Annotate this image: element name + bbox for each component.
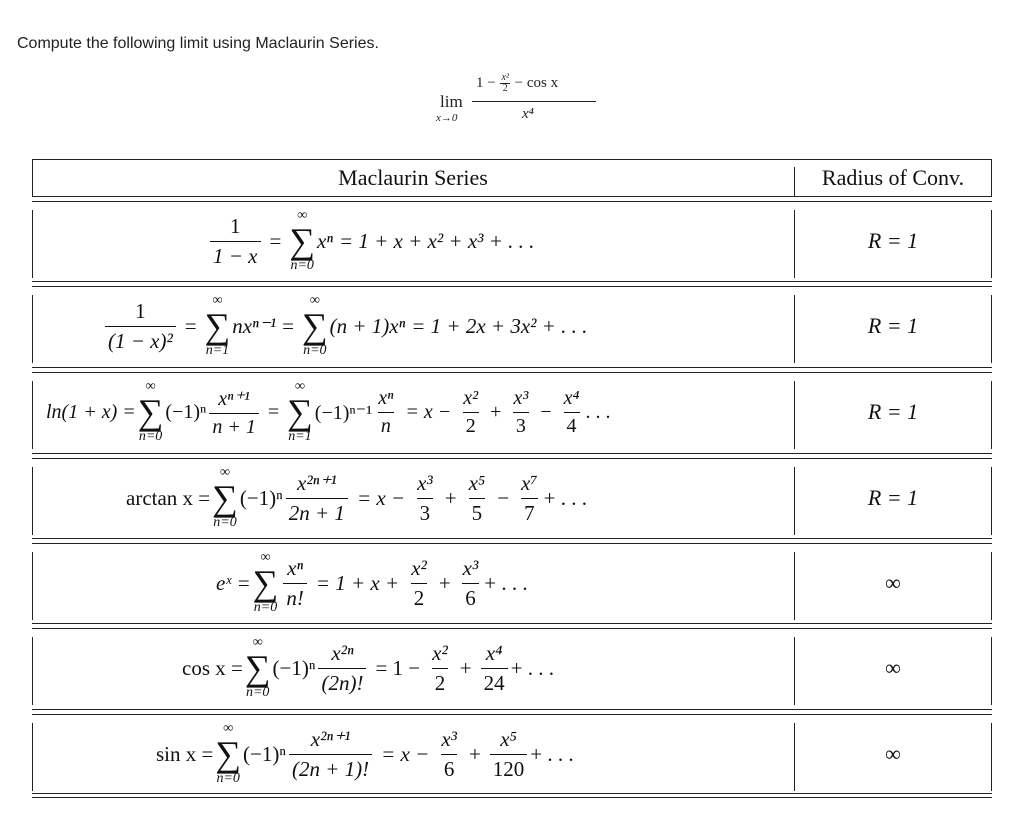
- num-frac-top: x²: [501, 72, 509, 83]
- table-row: ln(1 + x) = ∞ ∑ n=0 (−1)ⁿ $\frac{\text{xⁿ⁺¹}}{n + 1}$ = ∞ ∑ n=1 (−1)ⁿ⁻¹ $\frac{\text{xⁿ}}{n}$ = x − $\frac{\text{x²}}{2}$ + $\frac{\text{x³}}{3}$ − $\frac{\text{x⁴}}{4}$ . . . R = 1: [32, 375, 992, 449]
- summation: ∞ ∑ n=0: [244, 635, 271, 700]
- summation: ∞ ∑ n=0: [301, 293, 328, 358]
- maclaurin-table: [32, 159, 992, 799]
- lhs-fraction: $\frac{1}{1 - x}$: [210, 214, 261, 269]
- table-row: $\frac{1}{1 - x}$ = ∞ ∑ n=0 xⁿ = 1 + x + x² + x³ + . . . R = 1: [32, 204, 992, 278]
- rule: [32, 367, 992, 368]
- rule: [32, 714, 992, 715]
- limit-fraction-bar: [472, 101, 596, 102]
- limit-numerator: [476, 73, 558, 94]
- radius-value: R = 1: [867, 399, 919, 424]
- rule: [32, 201, 992, 202]
- radius-value: R = 1: [867, 313, 919, 338]
- table-row: sin x = ∞ ∑ n=0 (−1)ⁿ $\frac{\text{x²ⁿ⁺¹}}{(2n + 1)!}$ = x − $\frac{\text{x³}}{6}$ + $\frac{\text{x⁵}}{120}$ + . . . ∞: [32, 717, 992, 791]
- rule: [32, 196, 992, 197]
- lim-operator: lim: [440, 92, 463, 111]
- summation: ∞ ∑ n=1: [204, 293, 231, 358]
- num-half-x2: [500, 73, 509, 94]
- summation: ∞ ∑ n=0: [289, 208, 316, 273]
- num-lead: 1 −: [476, 74, 496, 91]
- rule: [32, 623, 992, 624]
- rule: [32, 453, 992, 454]
- header-radius: Radius of Conv.: [821, 165, 965, 190]
- rule: [32, 538, 992, 539]
- radius-value: R = 1: [867, 485, 919, 510]
- rule: [32, 797, 992, 798]
- rule: [32, 286, 992, 287]
- header-series: Maclaurin Series: [338, 165, 488, 190]
- rule: [32, 458, 992, 459]
- rule: [32, 793, 992, 794]
- summation: ∞ ∑ n=0: [137, 379, 164, 444]
- radius-value: ∞: [885, 741, 901, 766]
- summation: ∞ ∑ n=0: [212, 465, 238, 530]
- radius-value: R = 1: [867, 228, 919, 253]
- summation: ∞ ∑ n=1: [287, 379, 313, 444]
- num-tail: − cos x: [514, 74, 559, 91]
- rule: [32, 709, 992, 710]
- lhs-fraction: $\frac{1}{\text{(1 − x)²}}$: [105, 299, 176, 354]
- problem-prompt: Compute the following limit using Maclaurin Series.: [17, 35, 379, 52]
- radius-value: ∞: [885, 570, 901, 595]
- summation: ∞ ∑ n=0: [252, 550, 279, 615]
- limit-expression: [436, 70, 606, 130]
- radius-value: ∞: [885, 655, 901, 680]
- table-row: eˣ = ∞ ∑ n=0 $\frac{\text{xⁿ}}{n!}$ = 1 + x + $\frac{\text{x²}}{2}$ + $\frac{\text{x³}}{6}$ + . . . ∞: [32, 546, 992, 620]
- lim-subscript: x→0: [436, 112, 458, 124]
- table-row: arctan x = ∞ ∑ n=0 (−1)ⁿ $\frac{\text{x²ⁿ⁺¹}}{2n + 1}$ = x − $\frac{\text{x³}}{3}$ + $\frac{\text{x⁵}}{5}$ − $\frac{\text{x⁷}}{7}$ + . . . R = 1: [32, 461, 992, 535]
- num-frac-bot: 2: [502, 83, 508, 94]
- table-row: cos x = ∞ ∑ n=0 (−1)ⁿ $\frac{\text{x²ⁿ}}{(2n)!}$ = 1 − $\frac{\text{x²}}{2}$ + $\frac{\text{x⁴}}{24}$ + . . . ∞: [32, 631, 992, 705]
- rule: [32, 281, 992, 282]
- rule: [32, 628, 992, 629]
- rule: [32, 372, 992, 373]
- summation: ∞ ∑ n=0: [215, 721, 242, 786]
- rule: [32, 543, 992, 544]
- limit-denominator: x⁴: [522, 106, 534, 122]
- table-row: $\frac{1}{\text{(1 − x)²}}$ = ∞ ∑ n=1 nxⁿ⁻¹ = ∞ ∑ n=0 (n + 1)xⁿ = 1 + 2x + 3x² + . . . R = 1: [32, 289, 992, 363]
